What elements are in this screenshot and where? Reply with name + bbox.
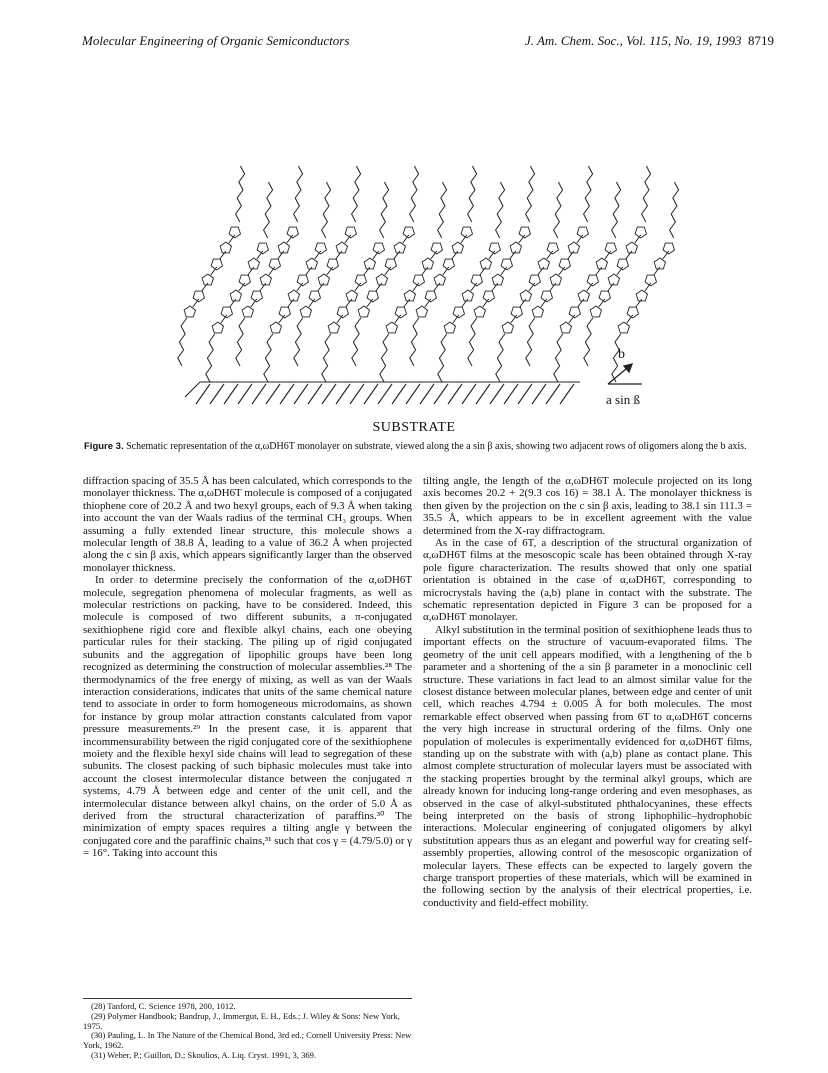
oligomer-molecule bbox=[468, 166, 535, 366]
axis-arrow-head bbox=[624, 364, 632, 372]
axis-label-asinb: a sin ß bbox=[606, 392, 640, 407]
substrate-surface bbox=[185, 382, 580, 404]
oligomer-molecule bbox=[264, 182, 331, 382]
axis-label-b: b bbox=[618, 347, 625, 362]
journal-name: J. Am. Chem. Soc., bbox=[524, 33, 623, 48]
paragraph: diffraction spacing of 35.5 Å has been calculated, which corresponds to the monolayer thickness. The α,ωDH6T molecule is composed of a conjugated thiophene core of 20.2 Å and two hexyl groups, each of 9.3 Å when taking into account the van der Waals radius of the terminal CH₃ groups. When assuming a fully extended linear structure, this molecule shows a molecular length of 38.8 Å, leading to a value of 36.2 Å when projected along the c sin β axis, which appears significantly larger than the observed monolayer thickness. bbox=[83, 475, 412, 574]
running-header-title: Molecular Engineering of Organic Semiconductors bbox=[82, 33, 350, 48]
oligomer-molecule bbox=[554, 182, 621, 382]
oligomer-molecules bbox=[178, 166, 679, 382]
oligomer-molecule bbox=[584, 166, 651, 366]
substrate-label: SUBSTRATE bbox=[372, 420, 456, 435]
paragraph: In order to determine precisely the conformation of the α,ωDH6T molecule, segregation phenomena of molecular fragments, as well as molecular restrictions on packing, have to be considered. Indeed, this molecule is composed of two different subunits, a π-conjugated sexithiophene rigid core and flexible alkyl chains, each one obeying particular rules for their stacking. The piling up of rigid conjugated subunits and the aggregation of lipophilic groups have been long recognized as determining the construction of molecular assemblies.²⁸ The thermodynamics of the free energy of mixing, as well as van der Waals interaction considerations, indicates that units of the same chemical nature tend to associate in order to form homogeneous microdomains, as shown for instance by group molar attraction constants calculated from vapor pressure measurements.²⁹ In the present case, it is apparent that incommensurability between the rigid conjugated core of the sexithiophene moiety and the flexible hexyl side chains will lead to segregation of these subunits. The closest packing of such biphasic molecules must take into account the closest intermolecular distance between the conjugated π systems, 4.79 Å between edge and center of the unit cell, and the intermolecular distance between alkyl chains, on the order of 5.0 Å as derived from the structural characterization of paraffins.³⁰ The minimization of empty spaces requires a tilting angle γ between the conjugated core and the paraffinic chains,³¹ such that cos γ = (4.79/5.0) or γ = 16°. Taking into account this bbox=[83, 574, 412, 860]
oligomer-molecule bbox=[410, 166, 477, 366]
paragraph: tilting angle, the length of the α,ωDH6T molecule projected on its long axis becomes 20.2 + 2(9.3 cos 16) = 38.1 Å. The monolayer thickness is then given by the projection on the c sin β axis, leading to 38.1 sin 111.3 = 35.5 Å, which appears to be in excellent agreement with the value determined from the X-ray diffractogram. bbox=[423, 475, 752, 537]
references-list bbox=[83, 998, 412, 1061]
oligomer-molecule bbox=[294, 166, 361, 366]
paragraph: As in the case of 6T, a description of the structural organization of α,ωDH6T films at the mesoscopic scale has been obtained through X-ray pole figure characterization. The results showed that only one spatial orientation is obtained in the case of α,ωDH6T, corresponding to microcrystals having the (a,b) plane in contact with the substrate. The schematic representation depicted in Figure 3 can be proposed for a α,ωDH6T monolayer. bbox=[423, 537, 752, 624]
left-text-column bbox=[83, 475, 412, 860]
figure-caption-label: Figure 3. bbox=[84, 441, 124, 452]
right-text-column bbox=[423, 475, 752, 909]
figure-caption-text: Schematic representation of the α,ωDH6T monolayer on substrate, viewed along the a sin β axis, showing two adjacent rows of oligomers along the b axis. bbox=[126, 441, 747, 452]
figure-caption bbox=[84, 441, 779, 453]
oligomer-molecule bbox=[526, 166, 593, 366]
oligomer-molecule bbox=[352, 166, 419, 366]
reference-item: (31) Weber, P.; Guillon, D.; Skoulios, A. Liq. Cryst. 1991, 3, 369. bbox=[91, 1049, 317, 1060]
page-number: 8719 bbox=[748, 33, 774, 48]
reference-item: (30) Pauling, L. In The Nature of the Chemical Bond, 3rd ed.; Cornell University Press: New York, 1962. bbox=[83, 1030, 412, 1051]
oligomer-molecule bbox=[438, 182, 505, 382]
oligomer-molecule bbox=[236, 166, 303, 366]
running-header-citation bbox=[525, 33, 774, 49]
journal-volume: Vol. 115, No. 19, 1993 bbox=[626, 33, 742, 48]
oligomer-molecule bbox=[206, 182, 273, 382]
oligomer-molecule bbox=[496, 182, 563, 382]
oligomer-molecule bbox=[178, 166, 245, 366]
reference-item: (29) Polymer Handbook; Bandrup, J., Immergut, E. H., Eds.; J. Wiley & Sons: New York, 1975. bbox=[83, 1010, 400, 1031]
reference-item: (28) Tanford, C. Science 1978, 200, 1012. bbox=[91, 1001, 236, 1011]
oligomer-molecule bbox=[380, 182, 447, 382]
paragraph: Alkyl substitution in the terminal position of sexithiophene leads thus to important effects on the structure of vacuum-evaporated films. The geometry of the unit cell appears modified, with a lengthening of the b parameter and a shortening of the a sin β parameter in a monoclinic cell structure. These variations in fact lead to an almost similar value for the closest distance between molecular planes, between edge and center of unit cell, which reaches 4.794 ± 0.005 Å for both molecules. The most remarkable effect observed when passing from 6T to α,ωDH6T concerns the very high increase in structural ordering of the films. Only one population of molecules is experimentally evidenced for α,ωDH6T films, standing up on the substrate with with (a,b) plane as contact plane. This almost complete structuration of molecular layers must be associated with the stacking properties brought by the terminal alkyl groups, which are already known for inducing long-range ordering and even mesophases, as observed in the case of alkyl-substituted phthalocyanines, these effects being interpreted on the basis of strong liphophilic–hydrophobic interactions. Molecular engineering of conjugated oligomers by alkyl substitution appears thus as an elegant and powerful way for creating self-assembly properties, allowing control of the mesoscopic organization of molecular layers. These effects can be expected to largely govern the charge transport properties of these materials, which will be examined in the following section by the analysis of their electrical properties, i.e. conductivity and field-effect mobility. bbox=[423, 623, 752, 909]
monolayer-schematic-figure bbox=[60, 52, 780, 422]
axis-indicator bbox=[608, 364, 642, 384]
oligomer-molecule bbox=[322, 182, 389, 382]
